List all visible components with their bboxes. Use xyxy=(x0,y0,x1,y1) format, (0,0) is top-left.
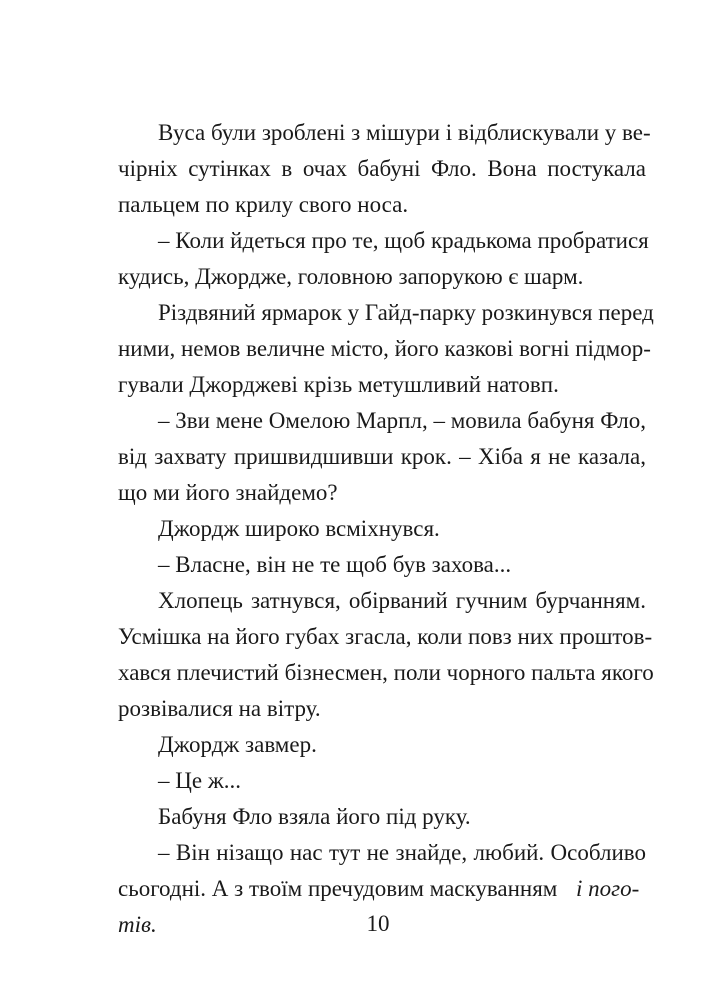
text-line: Усмішка на його губах згасла, коли повз них проштов- xyxy=(118,623,653,649)
text-line: що ми його знайдемо? xyxy=(118,479,338,505)
text-line: пальцем по крилу свого носа. xyxy=(118,191,409,217)
text-line: – Він нізащо нас тут не знайде, любий. Особливо xyxy=(158,839,646,865)
text-line: розвівалися на вітру. xyxy=(118,695,321,721)
text-line: ними, немов величне місто, його казкові вогні підмор- xyxy=(118,335,651,361)
text-line-part: сьогодні. А з твоїм пречудовим маскуванням xyxy=(118,875,558,901)
text-line: – Власне, він не те щоб був захова... xyxy=(158,551,512,577)
italic-text-line: тів. xyxy=(118,911,157,937)
text-line: – Коли йдеться про те, щоб крадькома пробратися xyxy=(158,227,649,253)
text-line: Бабуня Фло взяла його під руку. xyxy=(158,803,471,829)
italic-text: і пого- xyxy=(576,875,640,901)
page-number: 10 xyxy=(366,911,390,936)
text-line xyxy=(118,874,640,904)
text-line: гували Джорджеві крізь метушливий натовп. xyxy=(118,371,559,397)
text-line: від захвату пришвидшивши крок. – Хіба я не казала, xyxy=(118,443,646,469)
text-line: – Зви мене Омелою Марпл, – мовила бабуня Фло, xyxy=(158,407,646,433)
text-line: Різдвяний ярмарок у Гайд-парку розкинувся перед xyxy=(158,299,654,325)
text-line: Джордж завмер. xyxy=(158,731,317,757)
text-line: – Це ж... xyxy=(158,767,241,793)
text-line: Джордж широко всміхнувся. xyxy=(158,515,440,541)
text-line: Хлопець затнувся, обірваний гучним бурчанням. xyxy=(158,587,646,613)
text-line: чірніх сутінках в очах бабуні Фло. Вона постукала xyxy=(118,155,646,181)
text-line: хався плечистий бізнесмен, поли чорного пальта якого xyxy=(118,659,654,685)
text-line: кудись, Джордже, головною запорукою є шарм. xyxy=(118,263,584,289)
text-line: Вуса були зроблені з мішури і відблискували у ве- xyxy=(158,120,651,145)
